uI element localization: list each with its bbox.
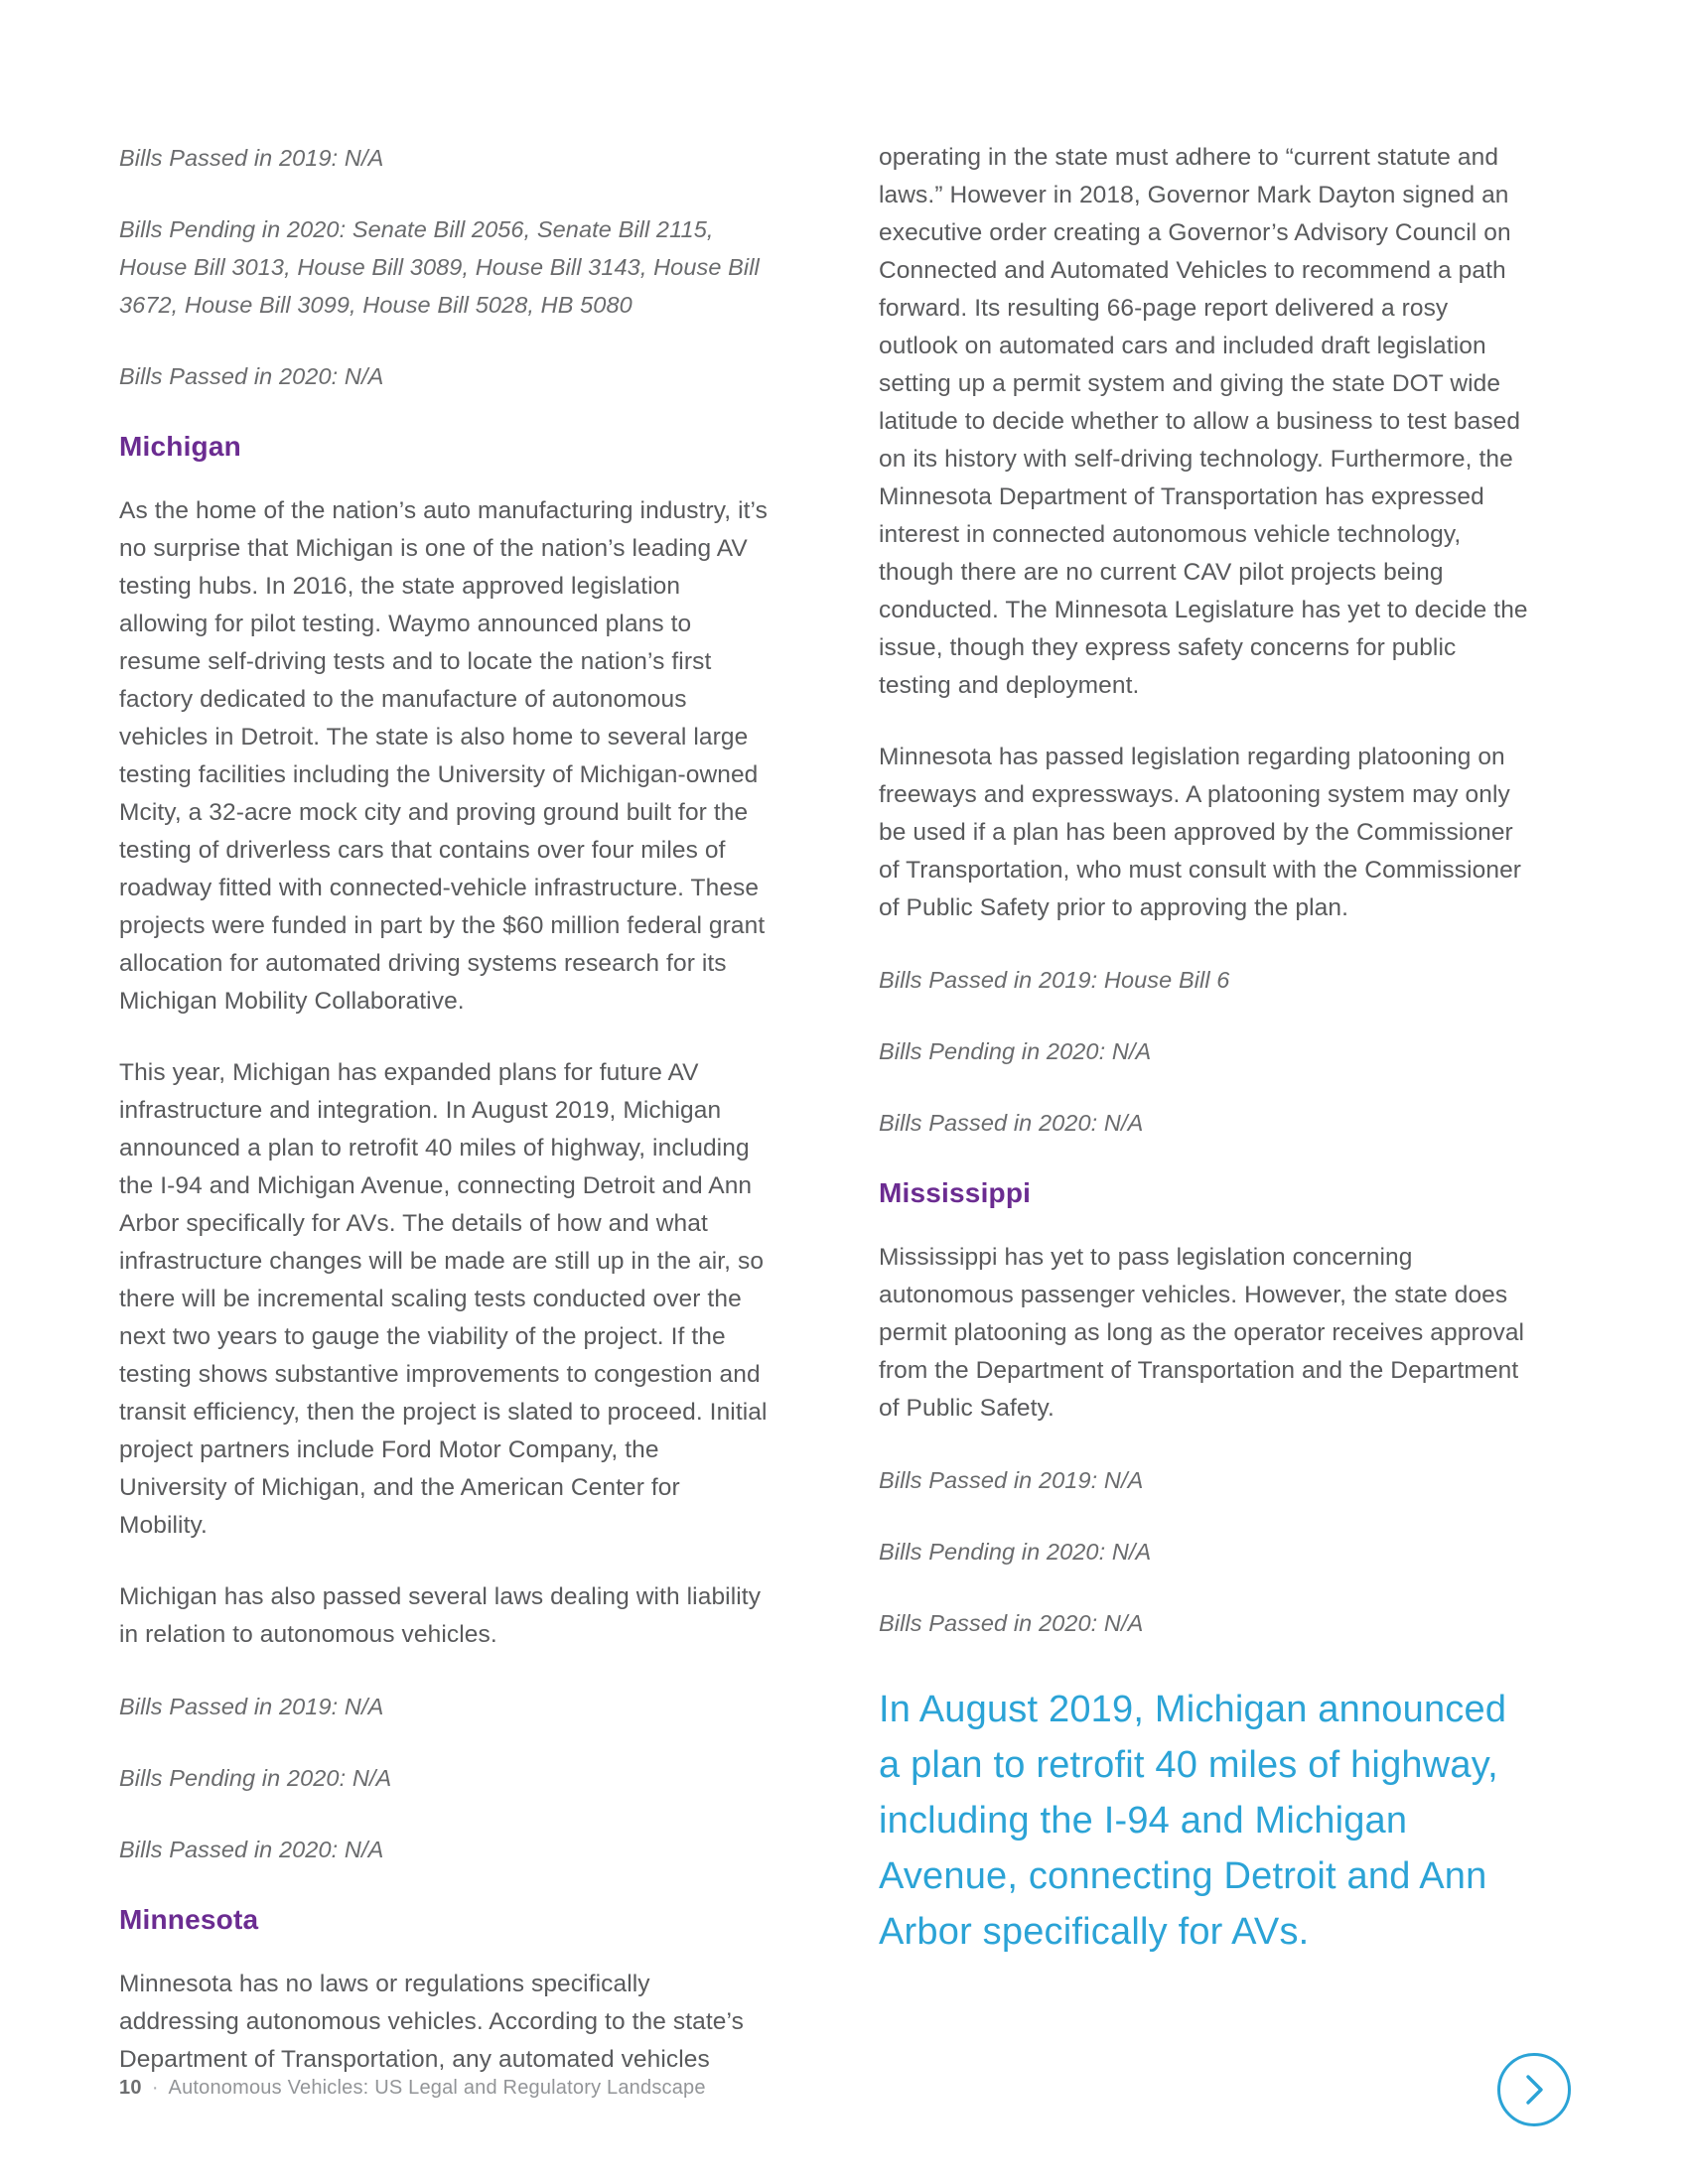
minnesota-paragraph-1: Minnesota has no laws or regulations specifically addressing autonomous vehicles. According to the state’s Department of Transportation, any automated vehicles xyxy=(119,1971,744,2073)
mississippi-bills-passed-2019: Bills Passed in 2019: N/A xyxy=(879,1467,1144,1493)
bills-passed-2020-top: Bills Passed in 2020: N/A xyxy=(119,363,384,389)
mississippi-bills-pending-2020: Bills Pending in 2020: N/A xyxy=(879,1539,1152,1565)
heading-michigan: Michigan xyxy=(119,431,241,462)
mississippi-paragraph-1: Mississippi has yet to pass legislation concerning autonomous passenger vehicles. However, the state does permit platooning as long as the operator receives approval from the Department of Transportation and the Department of Public Safety. xyxy=(879,1244,1525,1422)
michigan-bills-pending-2020: Bills Pending in 2020: N/A xyxy=(119,1765,392,1791)
michigan-paragraph-3: Michigan has also passed several laws dealing with liability in relation to autonomous vehicles. xyxy=(119,1583,762,1648)
left-column xyxy=(119,139,770,2113)
footer-document-title: Autonomous Vehicles: US Legal and Regulatory Landscape xyxy=(168,2077,706,2099)
pull-quote: In August 2019, Michigan announced a plan to retrofit 40 miles of highway, including the I-94 and Michigan Avenue, connecting Detroit and Ann Arbor specifically for AVs. xyxy=(879,1689,1507,1953)
michigan-paragraph-2: This year, Michigan has expanded plans for future AV infrastructure and integration. In August 2019, Michigan announced a plan to retrofit 40 miles of highway, including the I-94 and Michigan Avenue, connecting Detroit and Ann Arbor specifically for AVs. The details of how and what infrastructure changes will be made are still up in the air, so there will be incremental scaling tests conducted over the next two years to gauge the viability of the project. If the testing shows substantive improvements to congestion and transit efficiency, then the project is slated to proceed. Initial project partners include Ford Motor Company, the University of Michigan, and the American Center for Mobility. xyxy=(119,1059,768,1539)
michigan-bills-passed-2020: Bills Passed in 2020: N/A xyxy=(119,1837,384,1862)
michigan-bills-passed-2019: Bills Passed in 2019: N/A xyxy=(119,1694,384,1719)
right-column xyxy=(879,139,1529,1960)
next-page-button[interactable] xyxy=(1497,2053,1571,2126)
heading-mississippi: Mississippi xyxy=(879,1177,1032,1208)
minnesota-bills-pending-2020: Bills Pending in 2020: N/A xyxy=(879,1038,1152,1064)
page-number: 10 xyxy=(119,2077,142,2099)
bills-pending-2020-top: Bills Pending in 2020: Senate Bill 2056, Senate Bill 2115, House Bill 3013, House Bill 3089, House Bill 3143, House Bill 3672, House Bill 3099, House Bill 5028, HB 5080 xyxy=(119,216,760,318)
page-footer xyxy=(119,2077,706,2100)
minnesota-bills-passed-2020: Bills Passed in 2020: N/A xyxy=(879,1110,1144,1136)
two-column-body xyxy=(119,139,1529,2113)
minnesota-bills-passed-2019: Bills Passed in 2019: House Bill 6 xyxy=(879,967,1230,993)
chevron-right-icon xyxy=(1521,2073,1547,2107)
heading-minnesota: Minnesota xyxy=(119,1904,259,1935)
mississippi-bills-passed-2020: Bills Passed in 2020: N/A xyxy=(879,1610,1144,1636)
minnesota-paragraph-2: Minnesota has passed legislation regarding platooning on freeways and expressways. A platooning system may only be used if a plan has been approved by the Commissioner of Transportation, who must consult with the Commissioner of Public Safety prior to approving the plan. xyxy=(879,744,1522,921)
michigan-paragraph-1: As the home of the nation’s auto manufacturing industry, it’s no surprise that Michigan is one of the nation’s leading AV testing hubs. In 2016, the state approved legislation allowing for pilot testing. Waymo announced plans to resume self-driving tests and to locate the nation’s first factory dedicated to the manufacture of autonomous vehicles in Detroit. The state is also home to several large testing facilities including the University of Michigan-owned Mcity, a 32-acre mock city and proving ground built for the testing of driverless cars that contains over four miles of roadway fitted with connected-vehicle infrastructure. These projects were funded in part by the $60 million federal grant allocation for automated driving systems research for its Michigan Mobility Collaborative. xyxy=(119,497,769,1015)
footer-separator: · xyxy=(151,2077,159,2099)
bills-passed-2019-top: Bills Passed in 2019: N/A xyxy=(119,145,384,171)
minnesota-paragraph-1-continued: operating in the state must adhere to “current statute and laws.” However in 2018, Governor Mark Dayton signed an executive order creating a Governor’s Advisory Council on Connected and Automated Vehicles to recommend a path forward. Its resulting 66-page report delivered a rosy outlook on automated cars and included draft legislation setting up a permit system and giving the state DOT wide latitude to decide whether to allow a business to test based on its history with self-driving technology. Furthermore, the Minnesota Department of Transportation has expressed interest in connected autonomous vehicle technology, though there are no current CAV pilot projects being conducted. The Minnesota Legislature has yet to decide the issue, though they express safety concerns for public testing and deployment. xyxy=(879,144,1528,699)
